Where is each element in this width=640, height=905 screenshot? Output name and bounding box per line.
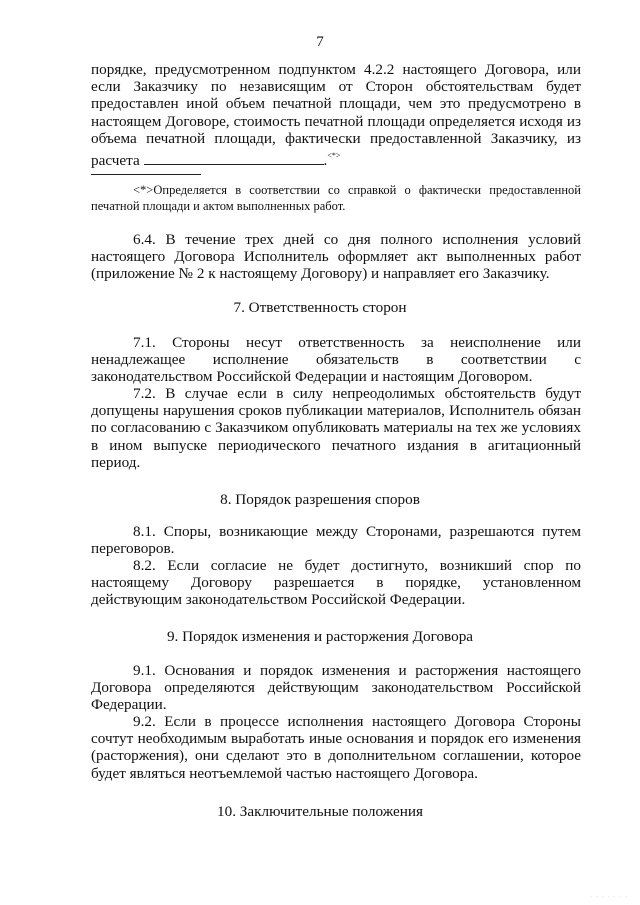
section-9-title: 9. Порядок изменения и расторжения Договора — [166, 628, 474, 645]
footnote-text: <*>Определяется в соответствии со справкой о фактически предоставленной печатной площади и актом выполненных работ. — [91, 183, 581, 213]
footnote-reference-mark: <*> — [327, 151, 341, 161]
clause-7-2: 7.2. В случае если в силу непреодолимых обстоятельств будут допущены нарушения сроков публикации материалов, Исполнитель обязан по согласованию с Заказчиком опубликовать материалы на тех же условиях в ином выпуске периодического печатного издания в агитационный период. — [91, 385, 581, 471]
clause-7-1: 7.1. Стороны несут ответственность за неисполнение или ненадлежащее исполнение обязательств в соответствии с законодательством Российской Федерации и настоящим Договором. — [91, 334, 581, 386]
clause-9-2: 9.2. Если в процессе исполнения настоящего Договора Стороны сочтут необходимым выработать иные основания и порядок его изменения (расторжения), они сделают это в дополнительном соглашении, которое будет являться неотъемлемой частью настоящего Договора. — [91, 713, 581, 782]
intro-paragraph — [91, 61, 581, 169]
section-10-title: 10. Заключительные положения — [217, 803, 423, 820]
calculation-blank-line — [144, 152, 324, 165]
clause-8-2: 8.2. Если согласие не будет достигнуто, возникший спор по настоящему Договору разрешается в порядке, установленном действующим законодательством Российской Федерации. — [91, 557, 581, 609]
section-8-title: 8. Порядок разрешения споров — [220, 491, 420, 508]
clause-6-4: 6.4. В течение трех дней со дня полного исполнения условий настоящего Договора Исполнитель оформляет акт выполненных работ (приложение № 2 к настоящему Договору) и направляет его Заказчику. — [91, 231, 581, 283]
clause-8-1: 8.1. Споры, возникающие между Сторонами, разрешаются путем переговоров. — [91, 523, 581, 558]
intro-paragraph-text: порядке, предусмотренном подпунктом 4.2.2 настоящего Договора, или если Заказчику по независящим от Сторон обстоятельствам будет предоставлен иной объем печатной площади, чем это предусмотрено в настоящем Договоре, стоимость печатной площади определяется исходя из объема печатной площади, фактически предоставленной Заказчику, из расчета — [91, 61, 581, 170]
scan-artifact-mark: · · · · · · · — [590, 894, 628, 901]
footnote-separator — [91, 174, 201, 175]
clause-9-1: 9.1. Основания и порядок изменения и расторжения настоящего Договора определяются действующим законодательством Российской Федерации. — [91, 662, 581, 714]
section-7-title: 7. Ответственность сторон — [233, 299, 407, 316]
page-number: 7 — [316, 34, 324, 50]
calculation-blank-suffix: . — [323, 152, 328, 170]
